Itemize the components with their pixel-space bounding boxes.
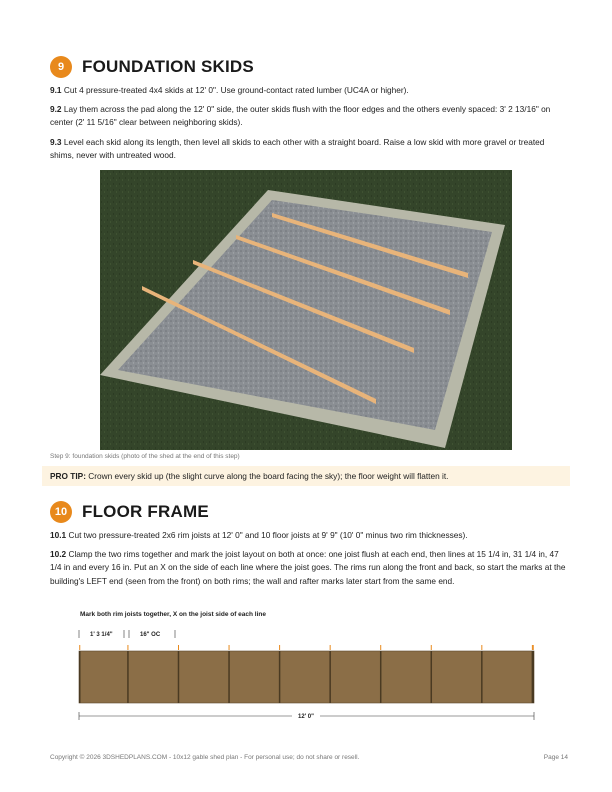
joist-mark [481,645,483,703]
rim-joist-board [79,651,534,703]
step-10-title: FLOOR FRAME [82,502,209,521]
joist-mark [178,645,180,703]
dim-first-joist: 1' 3 1/4" [90,632,113,638]
step-10-header [50,501,209,523]
joist-mark [380,645,382,703]
step-9-3: 9.3 Level each skid along its length, then level all skids to each other with a straight board. Raise a low skid with more gravel or treated shims, never with untreated wood. [50,137,545,161]
footer-copyright: Copyright © 2026 3DSHEDPLANS.COM - 10x12 gable shed plan - For personal use; do not share or resell. [50,754,360,761]
photo-caption: Step 9: foundation skids (photo of the shed at the end of this step) [50,453,240,460]
step-9-2: 9.2 Lay them across the pad along the 12' 0" side, the outer skids flush with the floor edges and the others evenly spaced: 3' 2 13/16" on center (2' 11 5/16" clear between neighboring skids). [50,104,551,128]
pro-tip-label: PRO TIP: [50,471,86,481]
dim-total-length: 12' 0" [298,714,314,720]
joist-mark [533,645,535,703]
foundation-skids-render [100,170,512,450]
pro-tip [42,466,570,486]
joist-mark [431,645,433,703]
step-9-header [50,56,254,78]
dim-on-center: 16" OC [140,632,161,638]
pro-tip-text: Crown every skid up (the slight curve along the board facing the sky); the floor weight will flatten it. [88,471,449,481]
step-10-2: 10.2 Clamp the two rims together and mark the joist layout on both at once: one joist flush at each end, then lines at 15 1/4 in, 31 1/4 in, 47 1/4 in and every 16 in. Put an X on the side of each line where the joist goes. The rims run along the front and back, so start the marks at the building's LEFT end (seen from the front) on both rims; the wall and rafter marks later start from the same end. [50,549,566,586]
joist-mark [79,645,81,703]
joist-mark [127,645,129,703]
foundation-skids-photo [100,170,512,450]
joist-mark [329,645,331,703]
joist-mark [228,645,230,703]
step-10-1: 10.1 Cut two pressure-treated 2x6 rim joists at 12' 0" and 10 floor joists at 9' 9" (10' 0" minus two rim thicknesses). [50,530,468,540]
rim-joist-layout-diagram [70,608,550,728]
step-9-title: FOUNDATION SKIDS [82,57,254,76]
joist-mark [279,645,281,703]
diagram-title: Mark both rim joists together, X on the joist side of each line [80,611,267,618]
step-9-1: 9.1 Cut 4 pressure-treated 4x4 skids at 12' 0". Use ground-contact rated lumber (UC4A or higher). [50,85,409,95]
footer-page-number: Page 14 [543,754,568,761]
step-9-badge: 9 [50,56,72,78]
step-10-badge: 10 [50,501,72,523]
